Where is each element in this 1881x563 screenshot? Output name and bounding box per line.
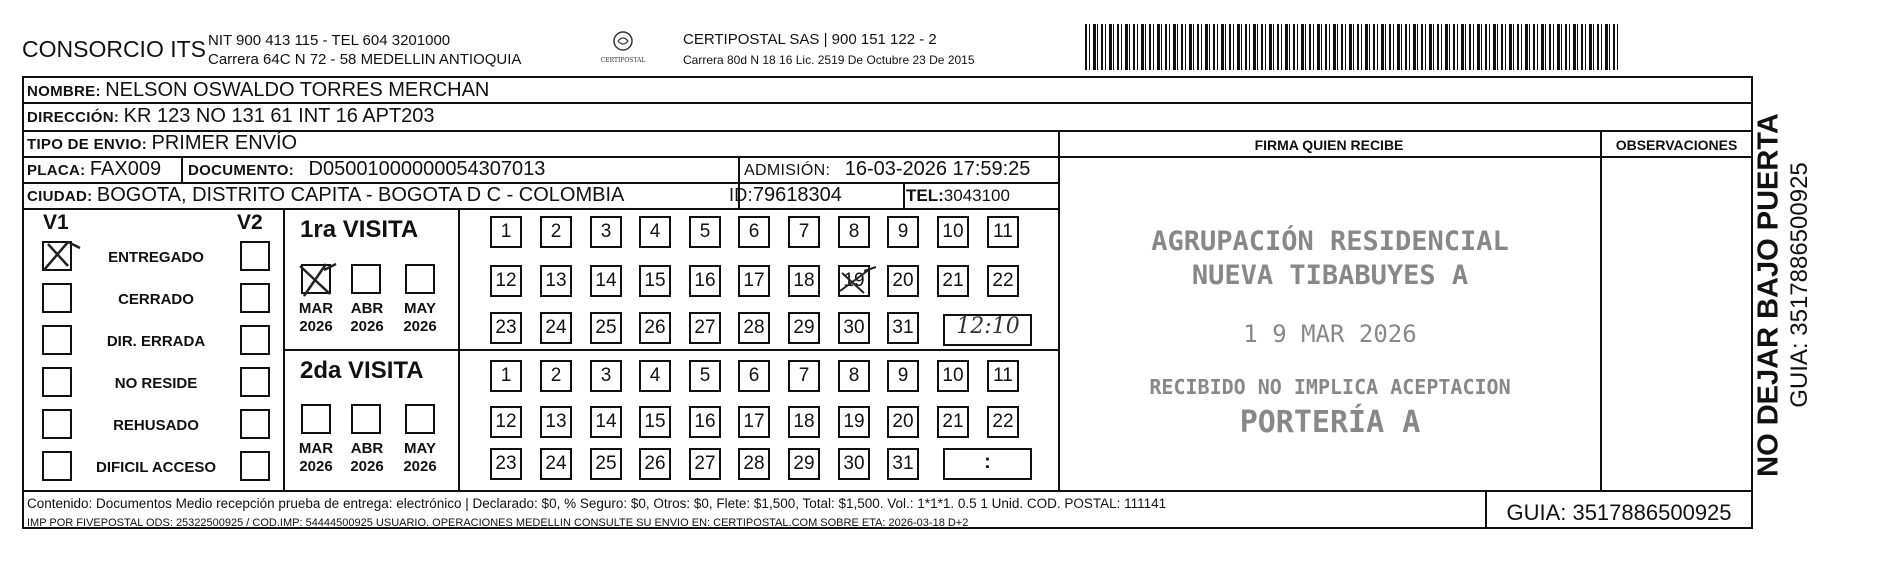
v1-checkbox[interactable]: [42, 367, 72, 397]
v2-checkbox[interactable]: [240, 409, 270, 439]
visit1-day-box[interactable]: 20: [887, 265, 919, 297]
visit2-day-box[interactable]: 13: [540, 406, 572, 438]
visit2-day-box[interactable]: 18: [788, 406, 820, 438]
visit2-day-box[interactable]: 21: [937, 406, 969, 438]
visit2-day-box[interactable]: 24: [540, 448, 572, 480]
v2-checkbox[interactable]: [240, 241, 270, 271]
visit2-day-box[interactable]: 2: [540, 360, 572, 392]
signature-header: FIRMA QUIEN RECIBE: [1254, 137, 1404, 153]
visit1-day-box[interactable]: 9: [887, 216, 919, 248]
stamp-date: 1 9 MAR 2026: [1243, 320, 1417, 348]
v2-checkbox[interactable]: [240, 451, 270, 481]
v2-checkbox[interactable]: [240, 367, 270, 397]
visit2-day-box[interactable]: 22: [987, 406, 1019, 438]
footer-guia: GUIA: 3517886500925: [1506, 500, 1732, 525]
recipient-address: KR 123 NO 131 61 INT 16 APT203: [123, 105, 435, 127]
visit1-day-box[interactable]: 29: [788, 312, 820, 344]
v2-month-1: MAR: [298, 440, 334, 457]
visit2-day-box[interactable]: 31: [887, 448, 919, 480]
v2-year-1: 2026: [299, 458, 333, 475]
visit1-day-box[interactable]: 14: [590, 265, 622, 297]
visit1-day-box[interactable]: 18: [788, 265, 820, 297]
visit1-day-box[interactable]: 25: [590, 312, 622, 344]
visit1-day-box[interactable]: 26: [639, 312, 671, 344]
status-label: NO RESIDE: [114, 375, 198, 392]
visit1-day-box[interactable]: 30: [838, 312, 870, 344]
v1-checkbox[interactable]: [42, 283, 72, 313]
visit1-day-box[interactable]: 13: [540, 265, 572, 297]
v1-year-1: 2026: [299, 318, 333, 335]
visit1-day-box[interactable]: 24: [540, 312, 572, 344]
visit1-day-box[interactable]: 19: [838, 265, 870, 297]
visit1-day-box[interactable]: 4: [639, 216, 671, 248]
v1-checkbox[interactable]: [42, 325, 72, 355]
visit1-day-box[interactable]: 6: [738, 216, 770, 248]
v1-month-2: ABR: [350, 300, 384, 317]
first-visit-title: 1ra VISITA: [300, 216, 419, 243]
visit1-mar-mark: [296, 260, 338, 300]
stamp-line4: PORTERÍA A: [1239, 405, 1421, 440]
visit2-may-checkbox[interactable]: [405, 404, 435, 434]
logo-icon: [610, 30, 636, 52]
logo-text: CERTIPOSTAL: [600, 57, 646, 64]
visit1-day-box[interactable]: 22: [987, 265, 1019, 297]
visit2-day-box[interactable]: 16: [689, 406, 721, 438]
visit2-day-box[interactable]: 10: [937, 360, 969, 392]
v2-month-2: ABR: [350, 440, 384, 457]
v2-checkbox[interactable]: [240, 325, 270, 355]
name-label: NOMBRE:: [27, 83, 101, 100]
visit2-day-box[interactable]: 5: [689, 360, 721, 392]
id-value: 79618304: [752, 184, 842, 206]
day-19-cross-mark: [834, 263, 878, 299]
visit2-day-box[interactable]: 14: [590, 406, 622, 438]
visit1-day-box[interactable]: 10: [937, 216, 969, 248]
visit1-day-box[interactable]: 7: [788, 216, 820, 248]
visit2-day-box[interactable]: 30: [838, 448, 870, 480]
v1-month-3: MAY: [404, 300, 436, 317]
visit1-day-box[interactable]: 17: [738, 265, 770, 297]
visit2-day-box[interactable]: 9: [887, 360, 919, 392]
v1-year-3: 2026: [403, 318, 437, 335]
header-carrier-address: Carrera 80d N 18 16 Lic. 2519 De Octubre 23 De 2015: [683, 53, 975, 67]
admission: 16-03-2026 17:59:25: [844, 158, 1031, 180]
certipostal-logo: [597, 30, 649, 72]
plate-label: PLACA:: [27, 162, 86, 179]
visit2-abr-checkbox[interactable]: [351, 404, 381, 434]
visit2-day-box[interactable]: 6: [738, 360, 770, 392]
visit2-day-box[interactable]: 12: [490, 406, 522, 438]
status-label: CERRADO: [118, 291, 194, 308]
visit2-day-box[interactable]: 27: [689, 448, 721, 480]
tel-label: TEL:: [906, 186, 944, 205]
visit1-day-box[interactable]: 12: [490, 265, 522, 297]
stamp-line2: NUEVA TIBABUYES A: [1191, 260, 1469, 291]
visit2-day-box[interactable]: 20: [887, 406, 919, 438]
visit1-day-box[interactable]: 27: [689, 312, 721, 344]
visit1-day-box[interactable]: 3: [590, 216, 622, 248]
document: D05001000000054307013: [308, 158, 546, 180]
plate: FAX009: [89, 158, 162, 180]
visit2-day-box[interactable]: 7: [788, 360, 820, 392]
visit1-may-checkbox[interactable]: [405, 264, 435, 294]
visit1-day-box[interactable]: 31: [887, 312, 919, 344]
side-warning: NO DEJAR BAJO PUERTA: [1752, 113, 1785, 477]
visit2-day-box[interactable]: 15: [639, 406, 671, 438]
id-label: ID:: [729, 185, 753, 205]
visit1-day-box[interactable]: 16: [689, 265, 721, 297]
visit1-day-box[interactable]: 15: [639, 265, 671, 297]
visit2-day-box[interactable]: 28: [738, 448, 770, 480]
visit1-day-box[interactable]: 2: [540, 216, 572, 248]
address-label: DIRECCIÓN:: [27, 109, 120, 126]
footer-imp: IMP POR FIVEPOSTAL ODS: 25322500925 / COD.IMP: 54444500925 USUARIO. OPERACIONES MEDELLIN CONSULTE SU ENVIO EN: CERTIPOSTAL.COM SOBRE ETA: 2026-03-18 D+2: [27, 517, 969, 529]
side-guia: GUIA: 3517886500925: [1786, 162, 1813, 408]
recipient-name: NELSON OSWALDO TORRES MERCHAN: [105, 79, 490, 101]
visit1-time: 12:10: [956, 314, 1020, 339]
v1-month-1: MAR: [298, 300, 334, 317]
visit1-abr-checkbox[interactable]: [351, 264, 381, 294]
status-label: REHUSADO: [113, 417, 199, 434]
send-type-label: TIPO DE ENVIO:: [27, 136, 148, 153]
visit2-day-box[interactable]: 8: [838, 360, 870, 392]
header-company-address: Carrera 64C N 72 - 58 MEDELLIN ANTIOQUIA: [208, 51, 522, 68]
visit2-day-box[interactable]: 1: [490, 360, 522, 392]
visit1-day-box[interactable]: 23: [490, 312, 522, 344]
visit1-day-box[interactable]: 1: [490, 216, 522, 248]
document-label: DOCUMENTO:: [188, 162, 295, 179]
status-label: ENTREGADO: [108, 249, 204, 266]
v2-label: V2: [237, 211, 263, 234]
visit2-day-box[interactable]: 11: [987, 360, 1019, 392]
stamp-line3: RECIBIDO NO IMPLICA ACEPTACION: [1149, 375, 1511, 399]
visit1-day-box[interactable]: 21: [937, 265, 969, 297]
barcode: [1085, 24, 1618, 70]
observations-header: OBSERVACIONES: [1615, 137, 1738, 153]
stamp-line1: AGRUPACIÓN RESIDENCIAL: [1151, 226, 1509, 257]
visit2-day-box[interactable]: 23: [490, 448, 522, 480]
footer-content: Contenido: Documentos Medio recepción prueba de entrega: electrónico | Declarado: $0, % Seguro: $0, Otros: $0, Flete: $1,500, Total: $1,500. Vol.: 1*1*1. 0.5 1 Unid. COD. POSTAL: 111141: [27, 496, 1167, 511]
visit2-day-box[interactable]: 3: [590, 360, 622, 392]
visit2-day-box[interactable]: 25: [590, 448, 622, 480]
v1-label: V1: [43, 211, 69, 234]
status-label: DIR. ERRADA: [106, 333, 206, 350]
header-company: CONSORCIO ITS: [22, 36, 207, 62]
header-carrier: CERTIPOSTAL SAS | 900 151 122 - 2: [683, 31, 937, 48]
visit2-day-box[interactable]: 29: [788, 448, 820, 480]
send-type: PRIMER ENVÍO: [151, 132, 298, 154]
visit2-mar-checkbox[interactable]: [301, 404, 331, 434]
header-company-nit: NIT 900 413 115 - TEL 604 3201000: [208, 32, 451, 49]
v2-checkbox[interactable]: [240, 283, 270, 313]
city: BOGOTA, DISTRITO CAPITA - BOGOTA D C - COLOMBIA: [96, 184, 625, 206]
visit1-day-box[interactable]: 8: [838, 216, 870, 248]
v1-checkbox[interactable]: [42, 451, 72, 481]
second-visit-title: 2da VISITA: [300, 357, 424, 384]
visit2-day-box[interactable]: 17: [738, 406, 770, 438]
visit1-day-box[interactable]: 5: [689, 216, 721, 248]
entregado-check-mark: [38, 236, 84, 276]
visit2-day-box[interactable]: 26: [639, 448, 671, 480]
v2-month-3: MAY: [404, 440, 436, 457]
admission-label: ADMISIÓN:: [744, 162, 831, 179]
visit2-time-placeholder: :: [984, 451, 991, 473]
status-label: DIFICIL ACCESO: [95, 459, 216, 476]
v1-checkbox[interactable]: [42, 409, 72, 439]
tel-value: 3043100: [943, 186, 1010, 205]
visit1-day-box[interactable]: 28: [738, 312, 770, 344]
visit2-day-box[interactable]: 4: [639, 360, 671, 392]
visit2-day-box[interactable]: 19: [838, 406, 870, 438]
city-label: CIUDAD:: [27, 188, 93, 205]
visit1-day-box[interactable]: 11: [987, 216, 1019, 248]
v2-year-2: 2026: [350, 458, 384, 475]
v1-year-2: 2026: [350, 318, 384, 335]
v2-year-3: 2026: [403, 458, 437, 475]
